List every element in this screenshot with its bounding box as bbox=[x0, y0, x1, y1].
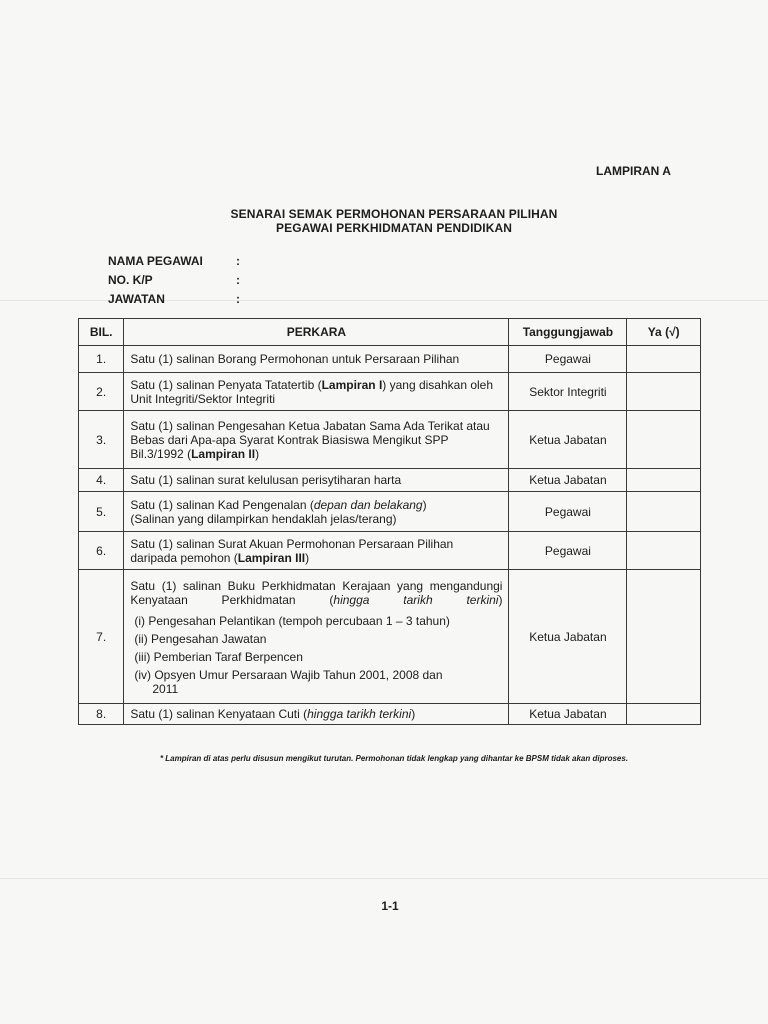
row-check-box[interactable] bbox=[627, 469, 701, 492]
row-check-box[interactable] bbox=[627, 532, 701, 570]
text: ) bbox=[422, 497, 427, 512]
field-label: NAMA PEGAWAI bbox=[108, 253, 203, 268]
text: Satu (1) salinan Kad Pengenalan ( bbox=[130, 497, 314, 512]
row-number: 7. bbox=[79, 570, 124, 704]
row-number: 8. bbox=[79, 704, 124, 725]
row-responsibility: Ketua Jabatan bbox=[509, 469, 627, 492]
table-row bbox=[79, 346, 701, 373]
text: ) bbox=[498, 593, 503, 607]
row-responsibility: Ketua Jabatan bbox=[509, 570, 627, 704]
text: ) yang disahkan oleh Unit Integriti/Sektor Integriti bbox=[130, 377, 494, 406]
field-colon: : bbox=[236, 272, 240, 287]
field-label: JAWATAN bbox=[108, 291, 165, 306]
checklist-table bbox=[78, 318, 701, 725]
header-perkara: PERKARA bbox=[124, 319, 509, 346]
field-label: NO. K/P bbox=[108, 272, 153, 287]
officer-info-fields bbox=[108, 251, 240, 308]
field-jawatan bbox=[108, 289, 240, 308]
row-perkara bbox=[124, 492, 509, 532]
row-responsibility: Ketua Jabatan bbox=[509, 704, 627, 725]
table-row bbox=[79, 469, 701, 492]
text: Satu (1) salinan Penyata Tatatertib ( bbox=[130, 377, 322, 392]
page-number: 1-1 bbox=[381, 899, 399, 913]
table-row bbox=[79, 492, 701, 532]
text: Satu (1) salinan Surat Akuan Permohonan Persaraan Pilihan daripada pemohon ( bbox=[130, 536, 454, 565]
field-nama-pegawai bbox=[108, 251, 240, 270]
row-perkara bbox=[124, 570, 509, 704]
appendix-ref: Lampiran II bbox=[191, 446, 256, 461]
row-check-box[interactable] bbox=[627, 704, 701, 725]
text: Satu (1) salinan Buku Perkhidmatan Kerajaan yang mengandungi Kenyataan Perkhidmatan ( bbox=[130, 579, 503, 607]
row-responsibility: Pegawai bbox=[509, 346, 627, 373]
table-row bbox=[79, 373, 701, 411]
row-check-box[interactable] bbox=[627, 373, 701, 411]
row-number: 2. bbox=[79, 373, 124, 411]
row-number: 5. bbox=[79, 492, 124, 532]
field-colon: : bbox=[236, 291, 240, 306]
row-check-box[interactable] bbox=[627, 346, 701, 373]
text: ) bbox=[411, 707, 416, 721]
row-number: 4. bbox=[79, 469, 124, 492]
table-row bbox=[79, 570, 701, 704]
sub-item-line: 2011 bbox=[152, 682, 179, 696]
field-no-kp bbox=[108, 270, 240, 289]
table-row bbox=[79, 704, 701, 725]
row-check-box[interactable] bbox=[627, 411, 701, 469]
appendix-label: LAMPIRAN A bbox=[596, 164, 671, 178]
sub-item: (ii) Pengesahan Jawatan bbox=[134, 632, 267, 646]
sub-item-line: (iv) Opsyen Umur Persaraan Wajib Tahun 2001, 2008 dan bbox=[134, 668, 443, 682]
row-perkara bbox=[124, 411, 509, 469]
text: ) bbox=[305, 550, 310, 565]
row-responsibility: Sektor Integriti bbox=[509, 373, 627, 411]
table-header-row bbox=[79, 319, 701, 346]
row-responsibility: Ketua Jabatan bbox=[509, 411, 627, 469]
sub-item: (iii) Pemberian Taraf Berpencen bbox=[134, 650, 303, 664]
row-intro bbox=[130, 579, 502, 607]
italic-text: hingga tarikh terkini bbox=[307, 707, 412, 721]
text: Satu (1) salinan Kenyataan Cuti ( bbox=[130, 707, 308, 721]
document-title-line1: SENARAI SEMAK PERMOHONAN PERSARAAN PILIHAN bbox=[230, 207, 558, 221]
row-responsibility: Pegawai bbox=[509, 492, 627, 532]
header-tanggungjawab: Tanggungjawab bbox=[509, 319, 627, 346]
row-number: 3. bbox=[79, 411, 124, 469]
row-responsibility: Pegawai bbox=[509, 532, 627, 570]
header-ya: Ya (√) bbox=[627, 319, 701, 346]
italic-text: depan dan belakang bbox=[313, 497, 423, 512]
row-check-box[interactable] bbox=[627, 492, 701, 532]
footnote: * Lampiran di atas perlu disusun mengikut turutan. Permohonan tidak lengkap yang dihantar ke BPSM tidak akan diproses. bbox=[159, 754, 629, 763]
row-perkara: Satu (1) salinan surat kelulusan perisytiharan harta bbox=[124, 469, 509, 492]
appendix-ref: Lampiran III bbox=[237, 550, 306, 565]
italic-text: hingga tarikh terkini bbox=[333, 593, 499, 607]
row-perkara bbox=[124, 373, 509, 411]
row-perkara bbox=[124, 704, 509, 725]
text: Satu (1) salinan Pengesahan Ketua Jabatan Sama Ada Terikat atau Bebas dari Apa-apa Syarat Kontrak Biasiswa Mengikut SPP Bil.3/1992 ( bbox=[130, 418, 490, 461]
row-perkara: Satu (1) salinan Borang Permohonan untuk Persaraan Pilihan bbox=[124, 346, 509, 373]
text: ) bbox=[255, 446, 260, 461]
row-number: 1. bbox=[79, 346, 124, 373]
text: (Salinan yang dilampirkan hendaklah jelas/terang) bbox=[130, 511, 397, 526]
document-title-line2: PEGAWAI PERKHIDMATAN PENDIDIKAN bbox=[276, 221, 512, 235]
field-colon: : bbox=[236, 253, 240, 268]
scan-fold-line bbox=[0, 878, 768, 879]
row-perkara bbox=[124, 532, 509, 570]
appendix-ref: Lampiran I bbox=[321, 377, 383, 392]
row-number: 6. bbox=[79, 532, 124, 570]
sub-item bbox=[134, 668, 502, 696]
table-row bbox=[79, 411, 701, 469]
header-bil: BIL. bbox=[79, 319, 124, 346]
table-row bbox=[79, 532, 701, 570]
sub-item: (i) Pengesahan Pelantikan (tempoh percubaan 1 – 3 tahun) bbox=[134, 614, 450, 628]
row-check-box[interactable] bbox=[627, 570, 701, 704]
